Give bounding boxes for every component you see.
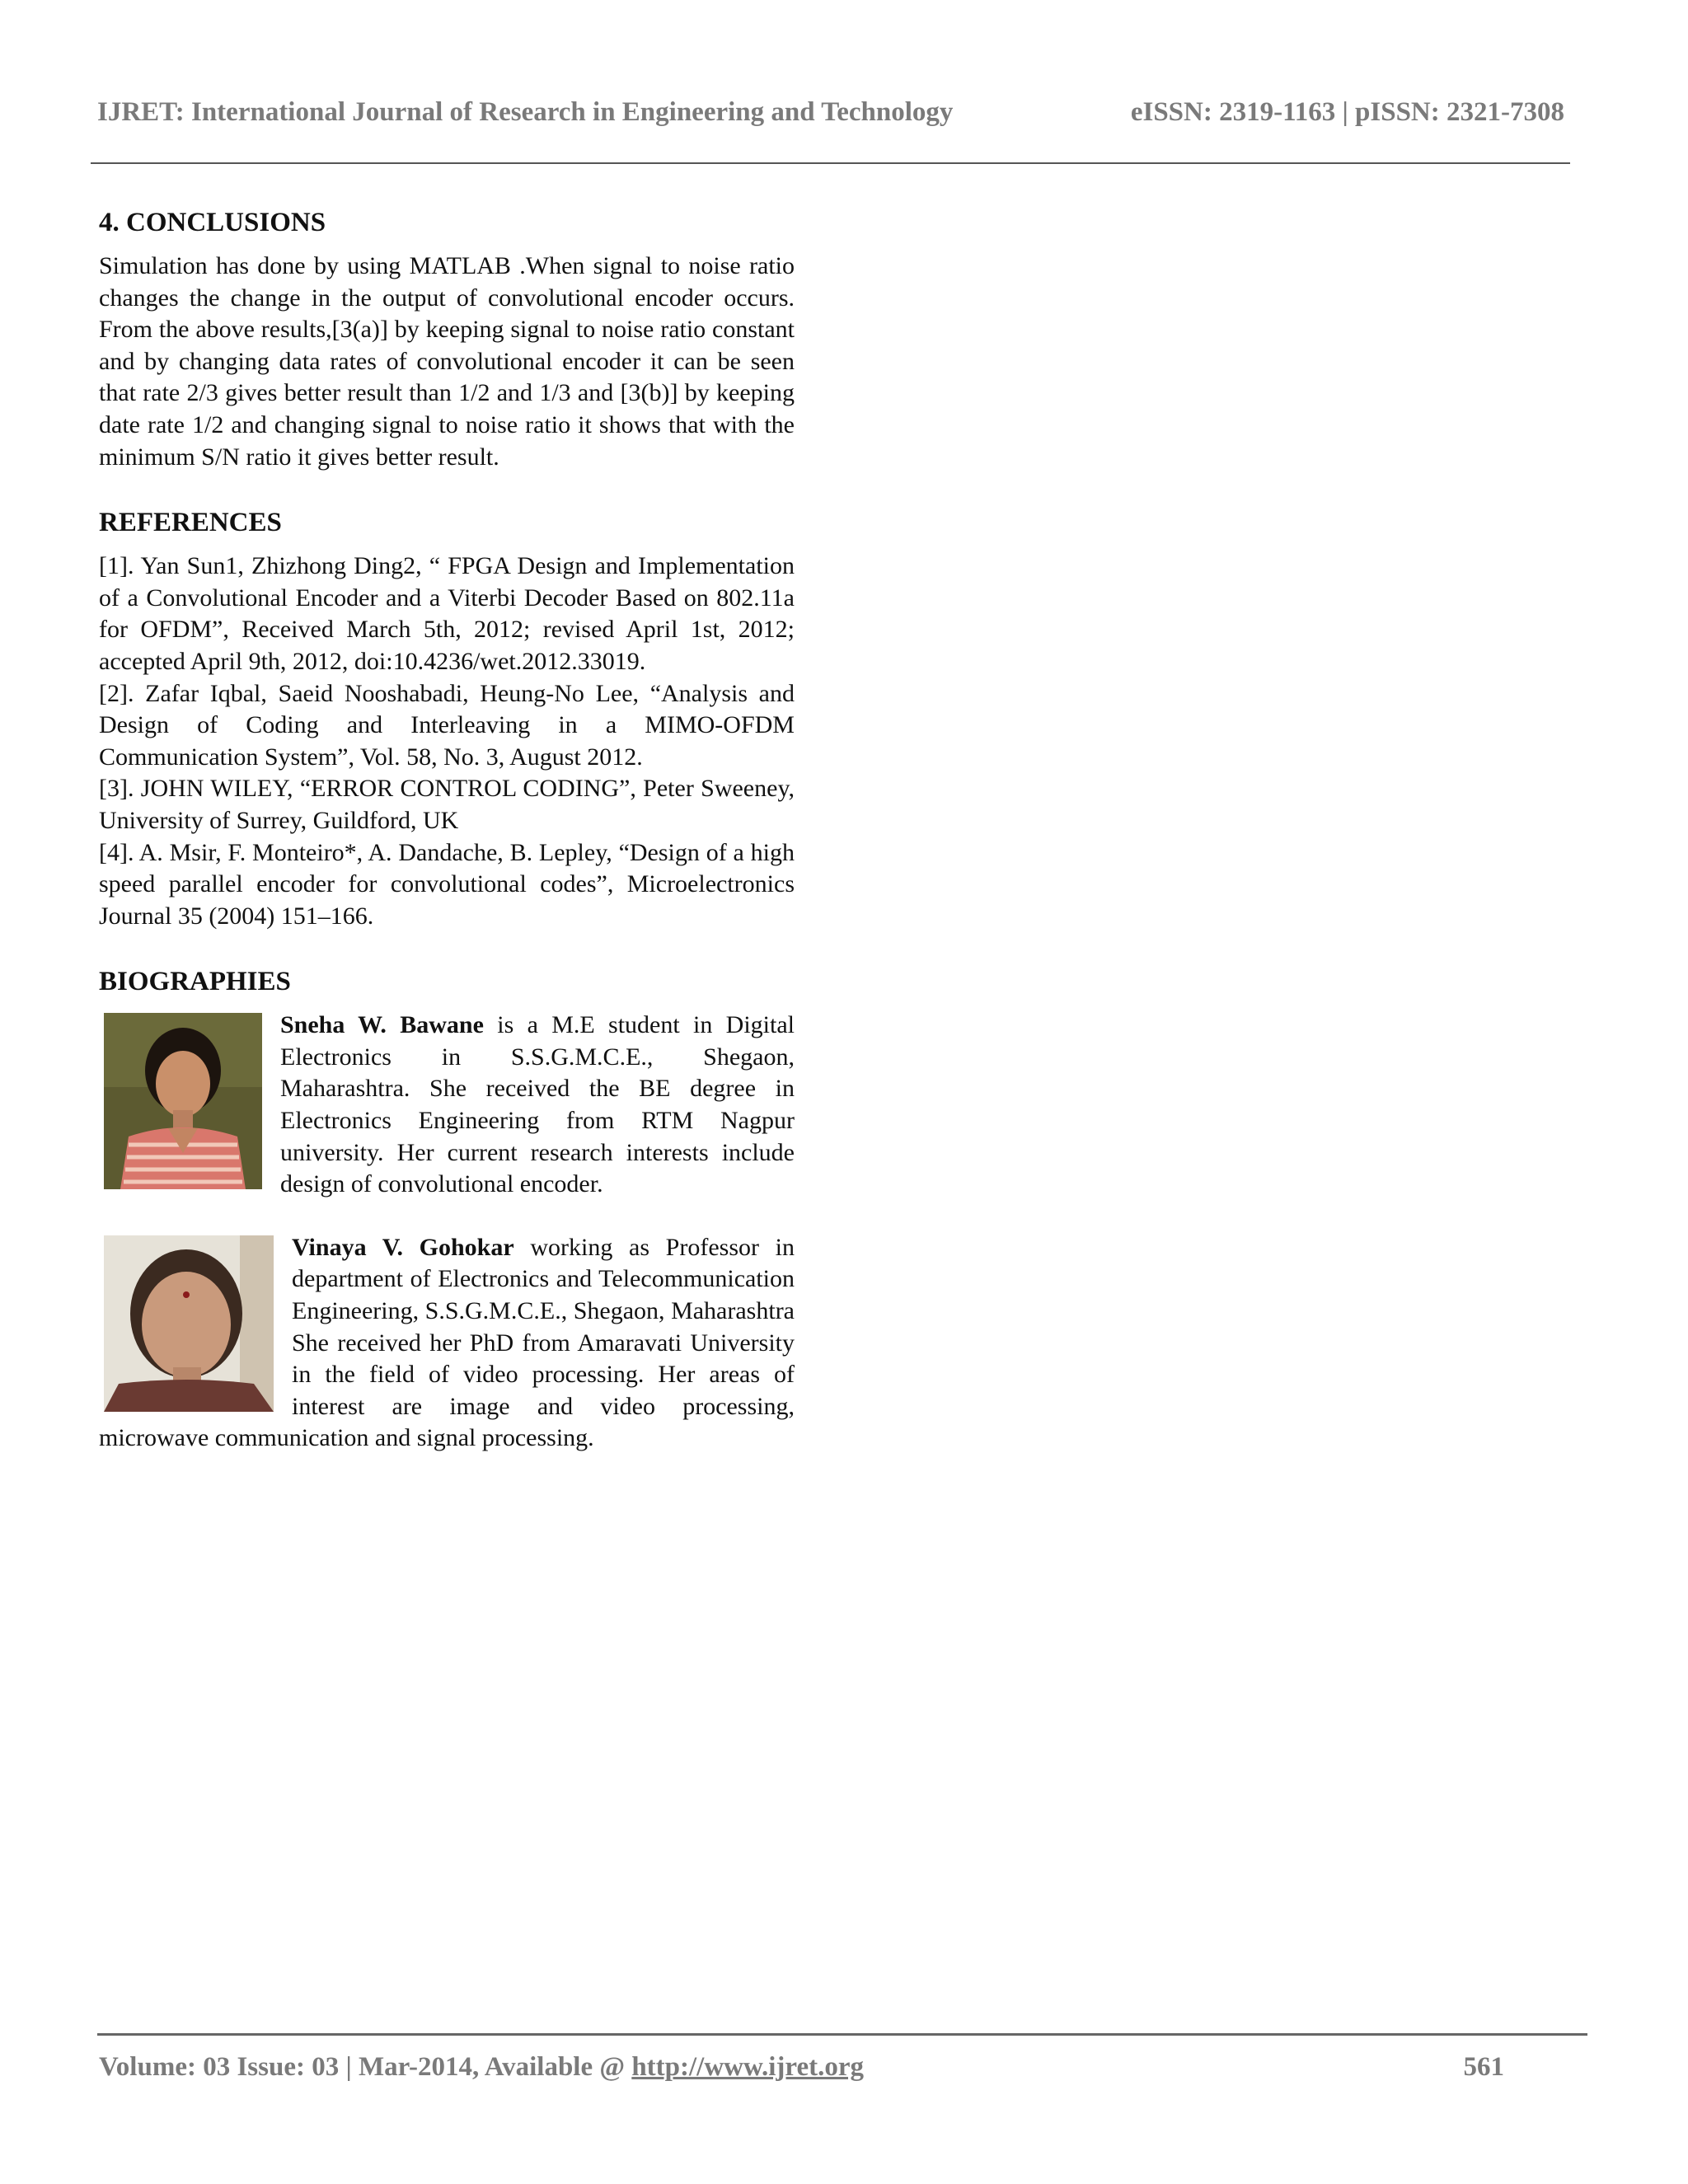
footer-rule	[97, 2033, 1587, 2036]
page-number: 561	[1463, 2052, 1504, 2082]
issn: eISSN: 2319-1163 | pISSN: 2321-7308	[1130, 97, 1564, 127]
author-name-bawane: Sneha W. Bawane	[280, 1011, 484, 1039]
author-photo-bawane	[104, 1013, 262, 1189]
biographies-section	[99, 965, 795, 1455]
biography-text-bawane: is a M.E student in Digital Electronics in S.S.G.M.C.E., Shegaon, Maharashtra. She received the BE degree in Electronics Engineering from RTM Nagpur university. Her current research interests include design of convolutional encoder.	[280, 1011, 795, 1198]
header-rule	[91, 162, 1570, 164]
biographies-heading: BIOGRAPHIES	[99, 967, 291, 997]
left-column	[99, 206, 795, 1455]
reference-item: [2]. Zafar Iqbal, Saeid Nooshabadi, Heung-No Lee, “Analysis and Design of Coding and Interleaving in a MIMO-OFDM Communication System”, Vol. 58, No. 3, August 2012.	[99, 679, 795, 771]
references-section	[99, 506, 795, 932]
author-photo-gohokar	[104, 1235, 274, 1412]
journal-title: IJRET: International Journal of Research in Engineering and Technology	[97, 97, 954, 127]
running-header	[97, 97, 1564, 128]
footer-volume: Volume: 03 Issue: 03 | Mar-2014, Available @	[99, 2052, 632, 2082]
conclusions-section	[99, 206, 795, 473]
conclusions-heading: 4. CONCLUSIONS	[99, 208, 326, 237]
footer	[99, 2052, 1504, 2083]
biography-gohokar	[99, 1232, 795, 1455]
reference-item: [1]. Yan Sun1, Zhizhong Ding2, “ FPGA Design and Implementation of a Convolutional Encoder and a Viterbi Decoder Based on 802.11a for OFDM”, Received March 5th, 2012; revised April 1st, 2012; accepted April 9th, 2012, doi:10.4236/wet.2012.33019.	[99, 552, 795, 675]
conclusions-text: Simulation has done by using MATLAB .When signal to noise ratio changes the change in the output of convolutional encoder occurs. From the above results,[3(a)] by keeping signal to noise ratio constant and by changing data rates of convolutional encoder it can be seen that rate 2/3 gives better result than 1/2 and 1/3 and [3(b)] by keeping date rate 1/2 and changing signal to noise ratio it shows that with the minimum S/N ratio it gives better result.	[99, 252, 795, 471]
author-name-gohokar: Vinaya V. Gohokar	[292, 1233, 514, 1261]
biography-bawane	[99, 1010, 795, 1201]
references-heading: REFERENCES	[99, 508, 282, 538]
journal-url-link[interactable]: http://www.ijret.org	[631, 2052, 864, 2082]
biography-text-gohokar: working as Professor in department of Electronics and Telecommunication Engineering, S.S.G.M.C.E., Shegaon, Maharashtra She received her PhD from Amaravati University in the field of video processing. Her areas of interest are image and video processing, microwave communication and signal processing.	[99, 1233, 795, 1452]
reference-item: [4]. A. Msir, F. Monteiro*, A. Dandache, B. Lepley, “Design of a high speed parallel encoder for convolutional codes”, Microelectronics Journal 35 (2004) 151–166.	[99, 838, 795, 930]
reference-item: [3]. JOHN WILEY, “ERROR CONTROL CODING”, Peter Sweeney, University of Surrey, Guildford, UK	[99, 775, 795, 834]
